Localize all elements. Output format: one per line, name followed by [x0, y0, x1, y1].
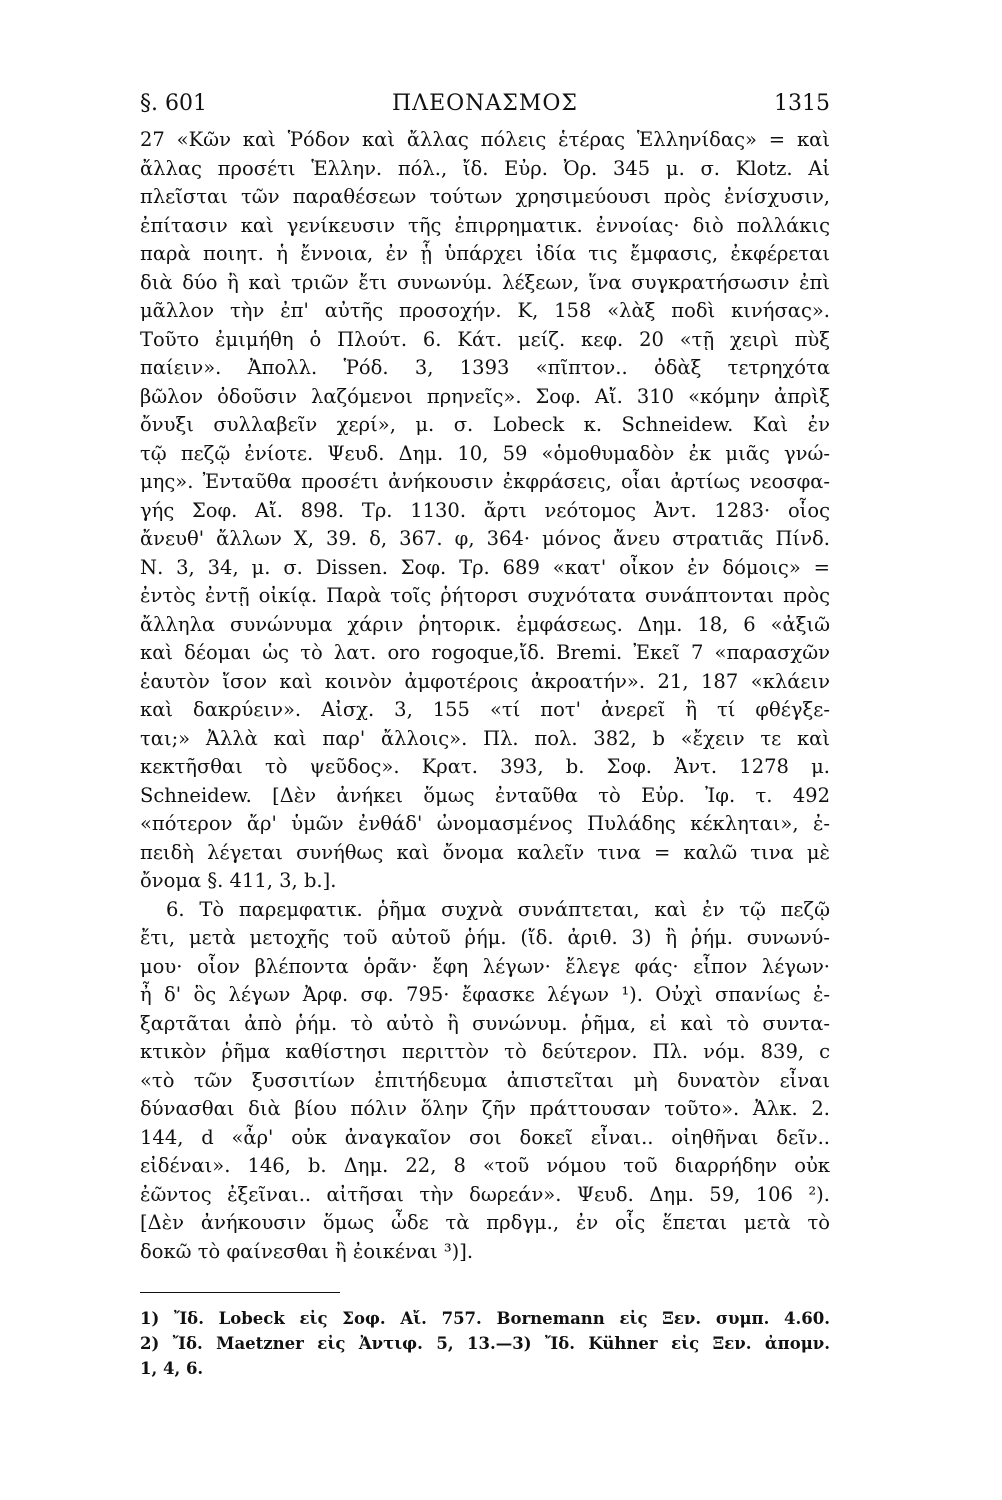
text-line: Τοῦτο ἐμιμήθη ὁ Πλούτ. 6. Κάτ. μείζ. κεφ. 20 «τῇ χειρὶ πὺξ — [140, 327, 830, 351]
text-line: ἄλλας προσέτι Ἑλλην. πόλ., ἴδ. Εὐρ. Ὀρ. 345 μ. σ. Klotz. Αἱ — [140, 156, 830, 180]
footnote-divider — [140, 1292, 340, 1293]
text-line: κτικὸν ῥῆμα καθίστησι περιττὸν τὸ δεύτερον. Πλ. νόμ. 839, c — [140, 1040, 830, 1063]
text-line: Ν. 3, 34, μ. σ. Dissen. Σοφ. Τρ. 689 «κατ' οἶκον ἐν δόμοις» = — [140, 555, 830, 579]
body-text — [140, 126, 830, 1266]
text-line: εἰδέναι». 146, b. Δημ. 22, 8 «τοῦ νόμου τοῦ διαρρήδην οὐκ — [140, 1154, 830, 1177]
text-line: «τὸ τῶν ξυσσιτίων ἐπιτήδευμα ἀπιστεῖται μὴ δυνατὸν εἶναι — [140, 1068, 830, 1092]
text-line: ἄλληλα συνώνυμα χάριν ῥητορικ. ἐμφάσεως. Δημ. 18, 6 «ἀξιῶ — [140, 612, 830, 636]
text-line: [Δὲν ἀνήκουσιν ὅμως ὧδε τὰ πρδγμ., ἐν οἷς ἕπεται μετὰ τὸ — [140, 1211, 830, 1234]
text-line: πλεῖσται τῶν παραθέσεων τούτων χρησιμεύουσι πρὸς ἐνίσχυσιν, — [140, 185, 830, 208]
text-line: ξαρτᾶται ἀπὸ ῥήμ. τὸ αὐτὸ ἢ συνώνυμ. ῥῆμα, εἰ καὶ τὸ συντα- — [140, 1011, 830, 1035]
page-title: ΠΛΕΟΝΑΣΜΟΣ — [392, 91, 578, 116]
running-head — [140, 88, 830, 120]
text-line: ἔτι, μετὰ μετοχῆς τοῦ αὐτοῦ ῥήμ. (ἴδ. ἀριθ. 3) ἢ ῥήμ. συνωνύ- — [140, 926, 830, 949]
text-line: παίειν». Ἀπολλ. Ῥόδ. 3, 1393 «πῖπτον.. ὀδὰξ τετρηχότα — [140, 356, 830, 379]
text-line: ἐντὸς ἐντῇ οἰκίᾳ. Παρὰ τοῖς ῥήτορσι συχνότατα συνάπτονται πρὸς — [140, 584, 830, 607]
text-line: μου· οἷον βλέποντα ὁρᾶν· ἔφη λέγων· ἔλεγε φάς· εἶπον λέγων· — [140, 954, 830, 978]
text-line: 144, d «ἆρ' οὐκ ἀναγκαῖον σοι δοκεῖ εἶναι.. οἰηθῆναι δεῖν.. — [140, 1125, 830, 1149]
text-line: ἄνευθ' ἄλλων Χ, 39. δ, 367. φ, 364· μόνος ἄνευ στρατιᾶς Πίνδ. — [140, 527, 830, 550]
text-line: ὄνομα §. 411, 3, b.]. — [140, 869, 337, 892]
text-line: βῶλον ὀδοῦσιν λαζόμενοι πρηνεῖς». Σοφ. Αἴ. 310 «κόμην ἀπρὶξ — [140, 384, 830, 408]
text-line: ἐπίτασιν καὶ γενίκευσιν τῆς ἐπιρρηματικ. ἐννοίας· διὸ πολλάκις — [140, 213, 830, 237]
footnotes — [140, 1306, 830, 1381]
section-number: §. 601 — [140, 91, 207, 116]
text-line: ἑαυτὸν ἴσον καὶ κοινὸν ἀμφοτέροις ἀκροατήν». 21, 187 «κλάειν — [140, 669, 830, 693]
page-number: 1315 — [774, 91, 830, 116]
footnote-line: 2) Ἴδ. Maetzner εἰς Ἀντιφ. 5, 13.—3) Ἴδ. Kühner εἰς Ξεν. ἀπομν. — [140, 1334, 830, 1353]
paragraph-start: 6. Τὸ παρεμφατικ. ῥῆμα συχνὰ συνάπτεται, καὶ ἐν τῷ πεζῷ — [166, 897, 830, 921]
text-line: γής Σοφ. Αἴ. 898. Τρ. 1130. ἄρτι νεότομος Ἀντ. 1283· οἷος — [140, 498, 830, 522]
footnote-line: 1) Ἴδ. Lobeck εἰς Σοφ. Αἴ. 757. Bornemann εἰς Ξεν. συμπ. 4.60. — [140, 1309, 830, 1328]
text-line: καὶ δακρύειν». Αἰσχ. 3, 155 «τί ποτ' ἀνερεῖ ἢ τί φθέγξε- — [140, 698, 830, 721]
footnote-line: 1, 4, 6. — [140, 1359, 204, 1378]
text-line: ὄνυξι συλλαβεῖν χερί», μ. σ. Lobeck κ. Schneidew. Καὶ ἐν — [140, 413, 830, 436]
text-line: δοκῶ τὸ φαίνεσθαι ἢ ἐοικέναι ³)]. — [140, 1239, 474, 1263]
text-line: ἐῶντος ἐξεῖναι.. αἰτῆσαι τὴν δωρεάν». Ψευδ. Δημ. 59, 106 ²). — [140, 1182, 830, 1206]
text-line: τῷ πεζῷ ἐνίοτε. Ψευδ. Δημ. 10, 59 «ὁμοθυμαδὸν ἐκ μιᾶς γνώ- — [140, 441, 830, 465]
text-line: μης». Ἐνταῦθα προσέτι ἀνήκουσιν ἐκφράσεις, οἷαι ἀρτίως νεοσφα- — [140, 470, 830, 493]
text-line: ἦ δ' ὃς λέγων Ἀρφ. σφ. 795· ἔφασκε λέγων ¹). Οὐχὶ σπανίως ἐ- — [140, 983, 830, 1006]
text-line: διὰ δύο ἢ καὶ τριῶν ἔτι συνωνύμ. λέξεων, ἵνα συγκρατήσωσιν ἐπὶ — [140, 270, 830, 294]
text-line: «πότερον ἄρ' ὑμῶν ἐνθάδ' ὠνομασμένος Πυλάδης κέκληται», ἐ- — [140, 812, 830, 835]
text-line: Schneidew. [Δὲν ἀνήκει ὅμως ἐνταῦθα τὸ Εὐρ. Ἰφ. τ. 492 — [140, 783, 830, 807]
text-line: 27 «Κῶν καὶ Ῥόδον καὶ ἄλλας πόλεις ἑτέρας Ἑλληνίδας» = καὶ — [140, 128, 830, 151]
text-line: μᾶλλον τὴν ἐπ' αὐτῆς προσοχήν. Κ, 158 «λὰξ ποδὶ κινήσας». — [140, 299, 830, 322]
text-line: ται;» Ἀλλὰ καὶ παρ' ἄλλοις». Πλ. πολ. 382, b «ἔχειν τε καὶ — [140, 726, 830, 750]
text-line: καὶ δέομαι ὡς τὸ λατ. oro rogoque,ἴδ. Bremi. Ἐκεῖ 7 «παρασχῶν — [140, 641, 830, 664]
text-line: πειδὴ λέγεται συνήθως καὶ ὄνομα καλεῖν τινα = καλῶ τινα μὲ — [140, 840, 830, 864]
text-line: παρὰ ποιητ. ἡ ἔννοια, ἐν ᾗ ὑπάρχει ἰδία τις ἔμφασις, ἐκφέρεται — [140, 242, 830, 265]
text-line: δύνασθαι διὰ βίου πόλιν ὅλην ζῆν πράττουσαν τοῦτο». Ἀλκ. 2. — [140, 1097, 830, 1120]
text-line: κεκτῆσθαι τὸ ψεῦδος». Κρατ. 393, b. Σοφ. Ἀντ. 1278 μ. — [140, 755, 830, 778]
